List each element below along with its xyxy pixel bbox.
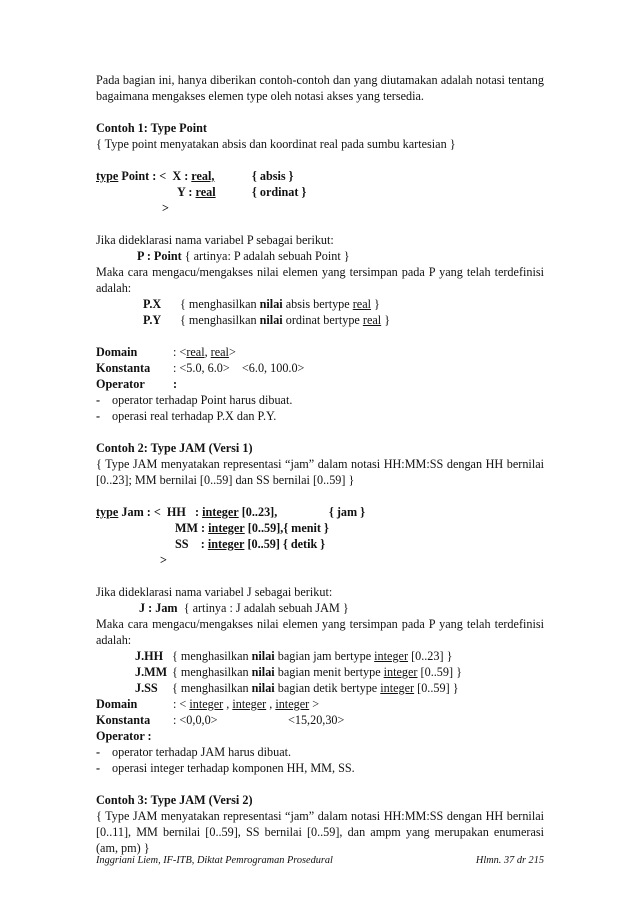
decl-comment: { artinya : J adalah sebuah JAM } xyxy=(177,601,349,615)
def-type-2: integer xyxy=(208,521,245,535)
konstanta-value-1: : <0,0,0> xyxy=(173,713,218,727)
def-type-1: integer xyxy=(202,505,239,519)
intro-paragraph: Pada bagian ini, hanya diberikan contoh-contoh dan yang diutamakan adalah notasi tentang bagaimana mengakses elemen type oleh notasi akses yang tersedia. xyxy=(96,73,544,103)
type-keyword: type xyxy=(96,169,119,183)
example-2-decl xyxy=(96,600,544,616)
example-2-decl-intro: Jika dideklarasi nama variabel J sebagai berikut: xyxy=(96,585,333,599)
def-line-2: MM : xyxy=(175,521,209,535)
decl-code: J : Jam xyxy=(139,601,178,615)
type-keyword: type xyxy=(96,505,119,519)
example-1-title: Contoh 1: Type Point xyxy=(96,121,207,135)
document-page xyxy=(96,72,544,856)
example-1-access-intro: Maka cara mengacu/mengakses nilai elemen yang tersimpan pada P yang telah terdefinisi adalah: xyxy=(96,265,544,295)
access-code: P.X xyxy=(143,297,162,311)
domain-value: : <real, real> xyxy=(173,345,236,359)
access-row xyxy=(96,664,544,680)
operator-label: Operator xyxy=(96,377,145,391)
example-2-access-intro: Maka cara mengacu/mengakses nilai elemen yang tersimpan pada P yang telah terdefinisi adalah: xyxy=(96,617,544,647)
domain-label: Domain xyxy=(96,345,138,359)
def-comment-2: { menit } xyxy=(283,521,329,535)
decl-comment: { artinya: P adalah sebuah Point } xyxy=(181,249,350,263)
access-code: P.Y xyxy=(143,313,162,327)
access-code: J.MM xyxy=(135,665,168,679)
footer-page-number: Hlmn. 37 dr 215 xyxy=(475,855,544,866)
example-1-decl-intro: Jika dideklarasi nama variabel P sebagai berikut: xyxy=(96,233,334,247)
def-comment-1: { absis } xyxy=(252,169,294,183)
access-row xyxy=(96,648,544,664)
example-2-konstanta xyxy=(96,712,544,728)
def-line-1: Jam : < HH : xyxy=(118,505,203,519)
example-1-operator xyxy=(96,376,544,392)
example-2-title: Contoh 2: Type JAM (Versi 1) xyxy=(96,441,253,455)
access-row xyxy=(96,296,544,312)
def-close: > xyxy=(160,553,167,567)
example-2-type-definition: type Jam : < HH : integer [0..23], { jam } MM : integer [0..59], { menit } SS : integer [0..59] { detik } > xyxy=(96,505,366,567)
example-3-description: { Type JAM menyatakan representasi “jam” dalam notasi HH:MM:SS dengan HH bernilai [0..11], MM bernilai [0..59], SS bernilai [0..59], dan ampm yang merupakan enumerasi (am, pm) } xyxy=(96,809,544,855)
access-comment: { menghasilkan nilai bagian menit bertype integer [0..59] } xyxy=(172,665,462,679)
access-comment: { menghasilkan nilai bagian detik bertype integer [0..59] } xyxy=(172,681,459,695)
def-comment-2: { ordinat } xyxy=(252,185,307,199)
domain-label: Domain xyxy=(96,697,138,711)
example-2-description: { Type JAM menyatakan representasi “jam” dalam notasi HH:MM:SS dengan HH bernilai [0..23]; MM bernilai [0..59] dan SS bernilai [0..59] } xyxy=(96,457,544,487)
example-1-type-definition xyxy=(96,168,544,216)
example-1-domain xyxy=(96,344,544,360)
konstanta-value: : <5.0, 6.0> <6.0, 100.0> xyxy=(173,361,305,375)
def-comment-3: { detik } xyxy=(283,537,326,551)
decl-code: P : Point xyxy=(137,249,182,263)
operator-colon: : xyxy=(173,377,178,391)
access-code: J.SS xyxy=(135,681,158,695)
def-line-1: Point : < X : xyxy=(118,169,192,183)
access-row xyxy=(96,312,544,328)
example-1-description: { Type point menyatakan absis dan koordinat real pada sumbu kartesian } xyxy=(96,137,456,151)
def-close: > xyxy=(162,201,169,215)
example-3-title: Contoh 3: Type JAM (Versi 2) xyxy=(96,793,253,807)
konstanta-label: Konstanta xyxy=(96,713,151,727)
page-footer xyxy=(96,853,544,869)
op-item: - operasi integer terhadap komponen HH, MM, SS. xyxy=(96,761,355,775)
def-type-3: integer xyxy=(207,537,245,551)
def-line-2: Y : xyxy=(177,185,196,199)
op-item: - operator terhadap JAM harus dibuat. xyxy=(96,745,292,759)
op-item: - operasi real terhadap P.X dan P.Y. xyxy=(96,409,277,423)
op-item: - operator terhadap Point harus dibuat. xyxy=(96,393,293,407)
konstanta-value-2: <15,20,30> xyxy=(288,713,345,727)
domain-value: : < integer , integer , integer > xyxy=(173,697,320,711)
def-type-1: real, xyxy=(191,169,215,183)
def-comment-1: { jam } xyxy=(329,505,366,519)
example-2-access-list xyxy=(96,648,544,696)
example-2-operator-label: Operator : xyxy=(96,729,152,743)
example-1-access-list xyxy=(96,296,544,328)
footer-left: Inggriani Liem, IF-ITB, Diktat Pemrograman Prosedural xyxy=(96,855,333,866)
access-comment: { menghasilkan nilai ordinat bertype real } xyxy=(180,313,391,327)
access-code: J.HH xyxy=(135,649,164,663)
access-row xyxy=(96,680,544,696)
access-comment: { menghasilkan nilai absis bertype real } xyxy=(180,297,380,311)
def-line-3: SS : xyxy=(175,537,208,551)
access-comment: { menghasilkan nilai bagian jam bertype integer [0..23] } xyxy=(172,649,453,663)
example-1-konstanta xyxy=(96,360,544,376)
example-2-domain xyxy=(96,696,544,712)
def-type-2: real xyxy=(195,185,216,199)
konstanta-label: Konstanta xyxy=(96,361,151,375)
example-1-decl xyxy=(96,248,544,264)
